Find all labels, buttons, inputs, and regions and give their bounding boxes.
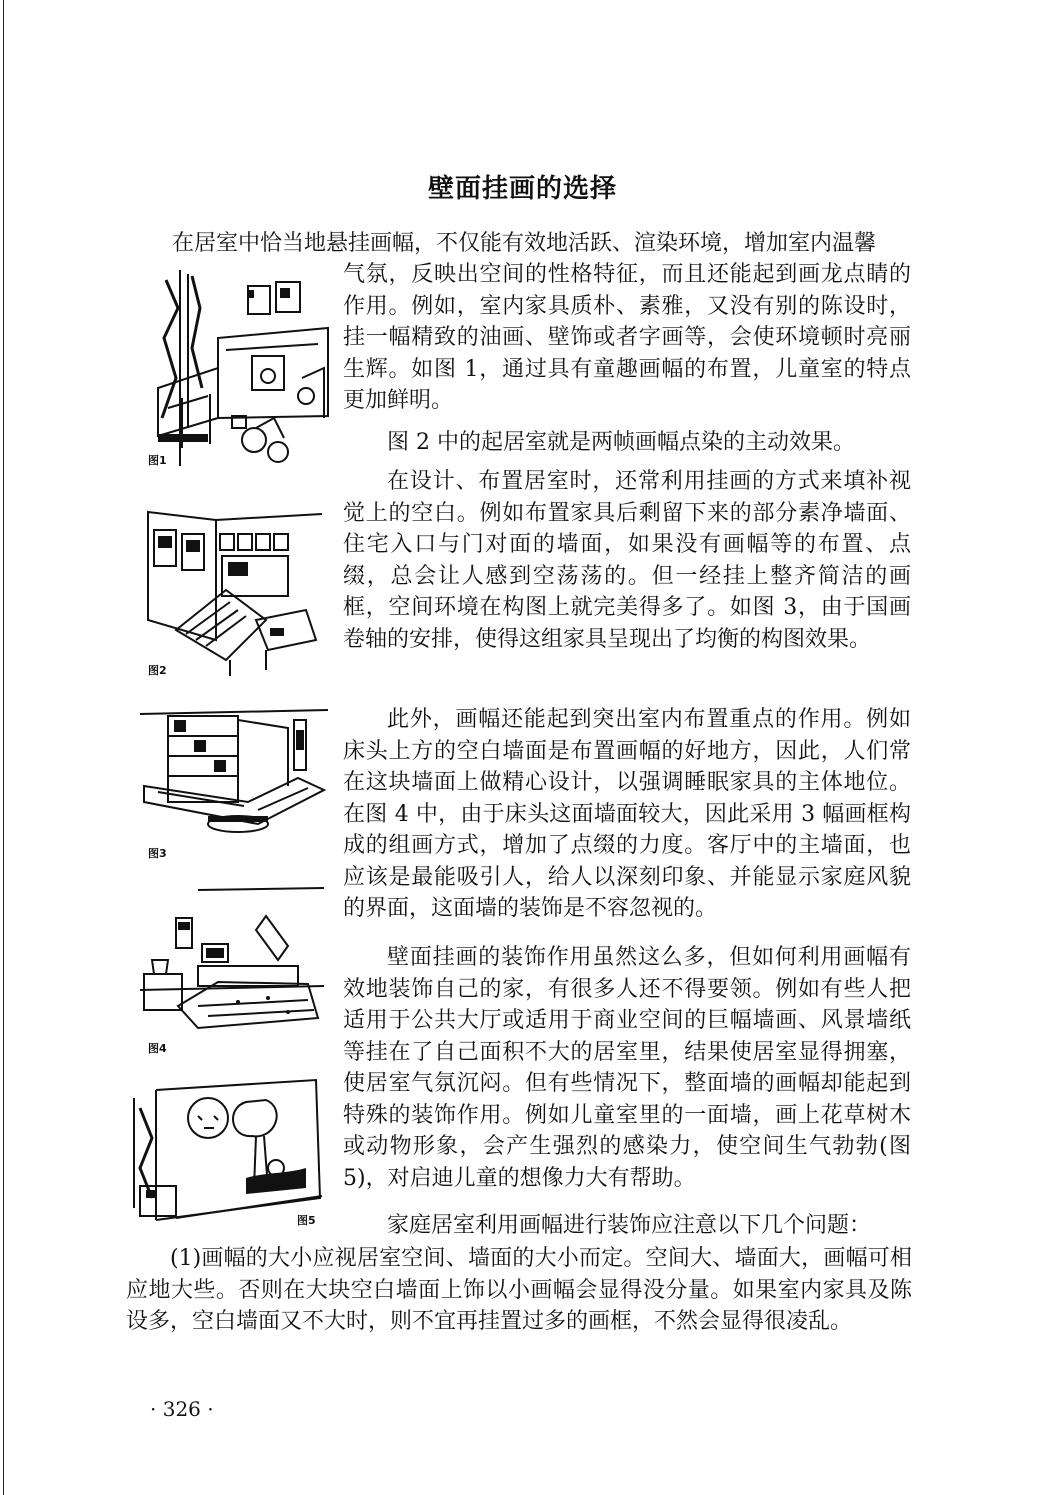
childrens-room-illustration [148,268,336,470]
figure-2-caption: 图2 [148,664,167,677]
paragraph-2: 图 2 中的起居室就是两帧画幅点染的主动效果。 [387,430,855,455]
living-room-illustration [146,510,326,680]
paragraph-3: 在设计、布置居室时，还常利用挂画的方式来填补视觉上的空白。例如布置家具后剩留下来的部分素净墙面、住宅入口与门对面的墙面，如果没有画幅等的布置、点缀，总会让人感到空荡荡的。但一经挂上整齐简洁的画框，空间环境在构图上就完美得多了。如图 3，由于国画卷轴的安排，使得这组家具呈现出了均衡的构图效果。 [343,469,911,652]
paragraph-1: 气氛，反映出空间的性格特征，而且还能起到画龙点睛的作用。例如，室内家具质朴、素雅，又没有别的陈设时，挂一幅精致的油画、壁饰或者字画等，会使环境顿时亮丽生辉。如图 1，通过具有童趣画幅的布置，儿童室的特点更加鲜明。 [343,262,911,413]
paragraph-intro-line: 在居室中恰当地悬挂画幅，不仅能有效地活跃、渲染环境，增加室内温馨 [172,231,877,256]
paragraph-5: 壁面挂画的装饰作用虽然这么多，但如何利用画幅有效地装饰自己的家，有很多人还不得要领。例如有些人把适用于公共大厅或适用于商业空间的巨幅墙画、风景墙纸等挂在了自己面积不大的居室里，结果使居室显得拥塞，使居室气氛沉闷。但有些情况下，整面墙的画幅却能起到特殊的装饰作用。例如儿童室里的一面墙，画上花草树木或动物形象，会产生强烈的感染力，使空间生气勃勃(图 5)，对启迪儿童的想像力大有帮助。 [343,945,911,1191]
paragraph-7: (1)画幅的大小应视居室空间、墙面的大小而定。空间大、墙面大，画幅可相应地大些。否则在大块空白墙面上饰以小画幅会显得没分量。如果室内家具及陈设多，空白墙面又不大时，则不宜再挂置过多的画框，不然会显得很凌乱。 [126,1246,912,1334]
figure-1-childrens-room [148,268,336,470]
figure-3-caption: 图3 [148,847,167,860]
figure-4-caption: 图4 [148,1042,167,1055]
figure-1-caption: 图1 [148,454,167,467]
paragraph-4: 此外，画幅还能起到突出室内布置重点的作用。例如床头上方的空白墙面是布置画幅的好地方，因此，人们常在这块墙面上做精心设计，以强调睡眠家具的主体地位。在图 4 中，由于床头这面墙面较大，因此采用 3 幅画框构成的组画方式，增加了点缀的力度。客厅中的主墙面，也应该是最能吸引人，给人以深刻印象、并能显示家庭风貌的界面，这面墙的装饰是不容忽视的。 [343,707,911,921]
page-edge-line [3,0,4,1495]
sofa-room-illustration [138,706,332,836]
page-title: 壁面挂画的选择 [427,174,617,204]
figure-5-mural-room [126,1078,330,1226]
paragraph-6: 家庭居室利用画幅进行装饰应注意以下几个问题： [387,1213,872,1238]
figure-3-sofa-room [138,706,332,836]
mural-room-illustration [126,1078,330,1226]
figure-5-caption: 图5 [297,1214,316,1227]
bedroom-illustration [138,886,330,1032]
figure-2-living-room [146,510,326,680]
page-number: · 326 · [150,1397,214,1421]
figure-4-bedroom [138,886,330,1032]
